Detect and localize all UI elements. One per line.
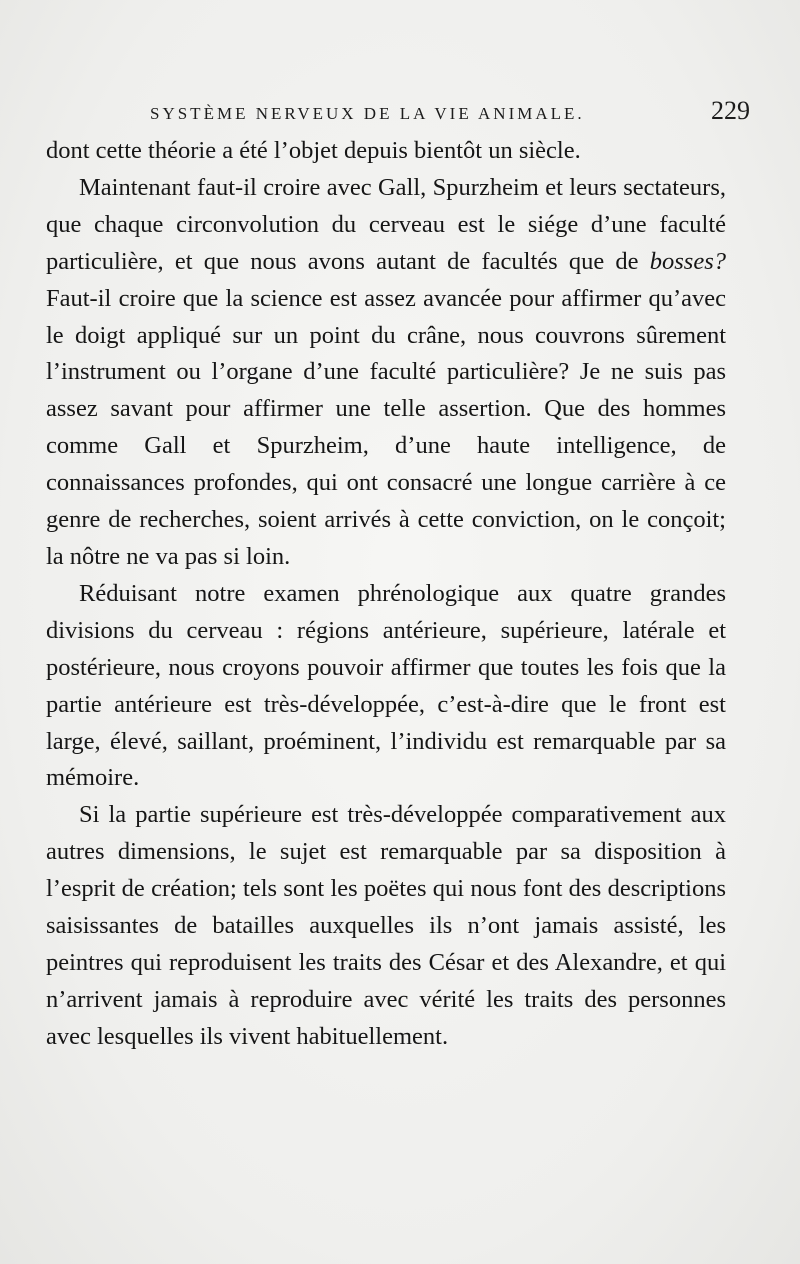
paragraph	[46, 576, 726, 797]
body-text	[46, 133, 726, 1056]
paragraph	[46, 797, 726, 1055]
running-head: SYSTÈME NERVEUX DE LA VIE ANIMALE.	[150, 104, 585, 123]
paragraph-text: Réduisant notre examen phrénologique aux quatre grandes divisions du cerveau : régions antérieure, supérieure, latérale et postérieure, nous croyons pouvoir affirmer que toutes les fois que la partie antérieure est très-développée, c’est-à-dire que le front est large, élevé, saillant, proéminent, l’individu est remarquable par sa mémoire.	[46, 579, 726, 792]
paragraph-text: Si la partie supérieure est très-développée comparativement aux autres dimensions, le sujet est remarquable par sa disposition à l’esprit de création; tels sont les poëtes qui nous font des descriptions saisissantes de batailles auxquelles ils n’ont jamais assisté, les peintres qui reproduisent les traits des César et des Alexandre, et qui n’arrivent jamais à reproduire avec vérité les traits des personnes avec lesquelles ils vivent habituellement.	[46, 801, 726, 1050]
page-header	[150, 96, 750, 132]
paragraph-continuation	[46, 133, 726, 170]
paragraph-text: dont cette théorie a été l’objet depuis bientôt un siècle.	[46, 137, 581, 164]
paragraph-text: Faut-il croire que la science est assez avancée pour affirmer qu’avec le doigt appliqué sur un point du crâne, nous couvrons sûrement l’instrument ou l’organe d’une faculté particulière? Je ne suis pas assez savant pour affirmer une telle assertion. Que des hommes comme Gall et Spurzheim, d’une haute intelligence, de connaissances profondes, qui ont consacré une longue carrière à ce genre de recherches, soient arrivés à cette conviction, on le conçoit; la nôtre ne va pas si loin.	[46, 284, 726, 570]
paragraph-text: Maintenant faut-il croire avec Gall, Spurzheim et leurs sectateurs, que chaque circonvolution du cerveau est le siége d’une faculté particulière, et que nous avons autant de facultés que de	[46, 173, 726, 275]
page-number: 229	[711, 96, 750, 125]
italic-term: bosses?	[649, 247, 726, 275]
paragraph	[46, 170, 726, 576]
